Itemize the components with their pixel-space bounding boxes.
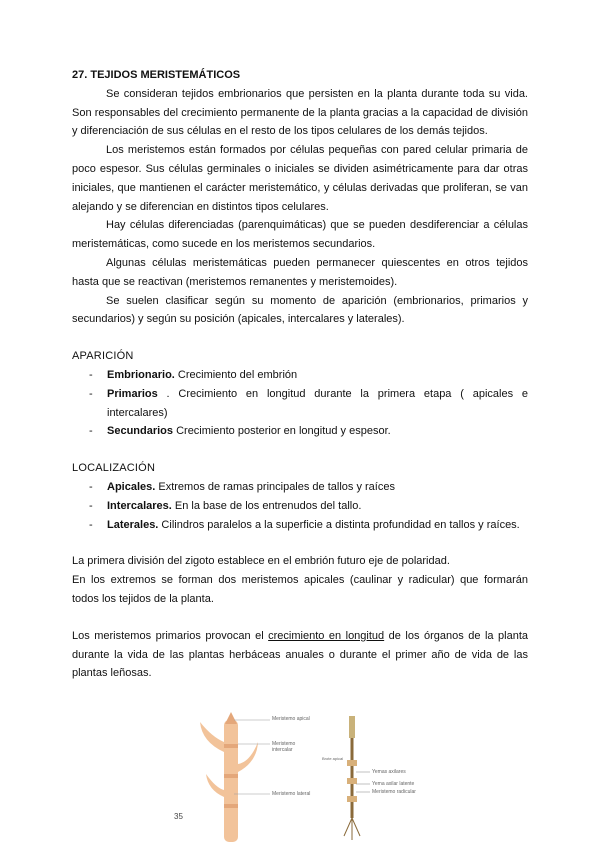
item-term: Secundarios: [107, 425, 174, 438]
intro-paragraph-2: Los meristemos están formados por células pequeñas con pared celular primaria de poco espesor. Sus células germinales o iniciales se dividen asimétricamente para dar otras iniciales, que mantienen el carácter meristemático, y células derivadas que proliferan, se van alejando y se diferencian en distintos tipos celulares.: [72, 144, 528, 213]
intro-paragraph-5: Se suelen clasificar según su momento de aparición (embrionarios, primarios y secundarios) y según su posición (apicales, intercalares y laterales).: [72, 294, 528, 326]
stem-illustration: [172, 712, 322, 842]
apical-bud: [349, 716, 355, 738]
label-lateral: Meristemo lateral: [272, 791, 311, 797]
item-term: Primarios: [107, 387, 158, 400]
right-branch: [238, 742, 258, 772]
node-band: [224, 744, 238, 748]
main-stem: [224, 720, 238, 842]
item-text: Cilindros paralelos a la superficie a distinta profundidad en tallos y raíces.: [158, 518, 520, 531]
axillary-bud: [347, 760, 357, 766]
list-item: - Laterales. Cilindros paralelos a la superficie a distinta profundidad en tallos y raíces.: [89, 518, 520, 531]
item-text: Crecimiento del embrión: [174, 368, 298, 381]
plant-buds-figure: [322, 712, 462, 842]
item-term: Apicales.: [107, 480, 156, 493]
label-yema-latente: Yema axilar latente: [372, 781, 415, 787]
page-number: 35: [174, 812, 183, 821]
section-title: 27. TEJIDOS MERISTEMÁTICOS: [72, 69, 241, 81]
crecimiento-before: Los meristemos primarios provocan el: [72, 629, 269, 642]
node-band: [224, 774, 238, 778]
label-apical: Meristemo apical: [272, 716, 310, 722]
list-item: - Apicales. Extremos de ramas principales de tallos y raíces: [89, 480, 395, 493]
list-item: - Embrionario. Crecimiento del embrión: [89, 368, 298, 381]
figures-row: [72, 712, 528, 852]
localizacion-heading: LOCALIZACIÓN: [72, 462, 156, 475]
node-band: [224, 804, 238, 808]
lower-branch: [206, 774, 224, 797]
axillary-bud: [347, 796, 357, 802]
figure-layer: [72, 0, 528, 848]
list-item: - Intercalares. En la base de los entrenudos del tallo.: [89, 499, 362, 512]
label-meristemo-radicular: Meristemo radicular: [372, 789, 416, 795]
left-branch: [200, 722, 224, 752]
item-text: Crecimiento posterior en longitud y espesor.: [173, 425, 391, 438]
intro-paragraph-3: Hay células diferenciadas (parenquimáticas) que se pueden desdiferenciar a células meristemáticas, como sucede en los meristemos secundarios.: [72, 219, 528, 251]
plant-illustration: [322, 712, 462, 842]
polaridad-line-1: La primera división del zigoto establece en el embrión futuro eje de polaridad.: [72, 555, 450, 568]
label-yemas-axilares: Yemas axilares: [372, 769, 406, 775]
label-brote-apical: Brote apical: [322, 756, 344, 761]
item-term: Embrionario.: [107, 368, 175, 381]
axillary-bud: [347, 778, 357, 784]
intro-paragraph-4: Algunas células meristemáticas pueden permanecer quiescentes en otros tejidos hasta que se reactivan (meristemos remanentes y meristemoides).: [72, 256, 528, 288]
crecimiento-after: de los órganos de la planta durante la vida de las plantas herbáceas anuales o durante el primer año de vida de las plantas leñosas.: [72, 629, 528, 680]
item-term: Intercalares.: [107, 499, 172, 512]
item-text: En la base de los entrenudos del tallo.: [171, 499, 362, 512]
item-text: Extremos de ramas principales de tallos y raíces: [155, 480, 395, 493]
stem-meristems-figure: [172, 712, 322, 842]
aparicion-heading: APARICIÓN: [72, 350, 134, 363]
list-item: - Primarios . Crecimiento en longitud durante la primera etapa ( apicales e intercalares): [89, 387, 528, 419]
item-term: Laterales.: [107, 518, 159, 531]
apical-tip: [225, 712, 237, 724]
roots: [344, 818, 360, 840]
intro-paragraph-1: Se consideran tejidos embrionarios que persisten en la planta durante toda su vida. Son responsables del crecimiento permanente de la planta gracias a la capacidad de división y diferenciación de sus células en el resto de los tipos celulares de los demás tejidos.: [72, 87, 528, 138]
crecimiento-underlined: crecimiento en longitud: [268, 629, 385, 642]
list-item: - Secundarios Crecimiento posterior en longitud y espesor.: [89, 425, 391, 438]
item-text: . Crecimiento en longitud durante la primera etapa ( apicales e intercalares): [107, 387, 528, 419]
polaridad-line-2: En los extremos se forman dos meristemos apicales (caulinar y radicular) que formarán todos los tejidos de la planta.: [72, 574, 528, 605]
label-intercalar: Meristemo intercalar: [272, 741, 296, 753]
